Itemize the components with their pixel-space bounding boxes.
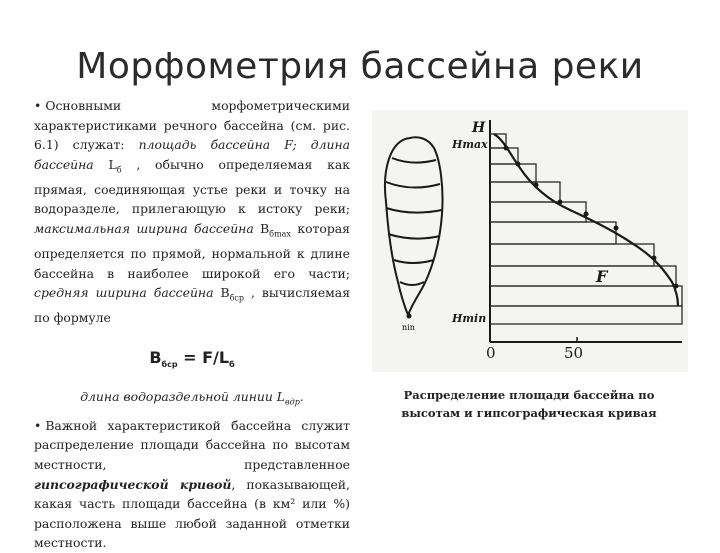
figure-caption: [384, 386, 674, 422]
formula-note: [34, 387, 350, 412]
text-run: , обычно определяемая как прямая, соединяющая устье реки и точку на водоразделе, прилегающую к истоку реки;: [34, 156, 350, 217]
basin-outlet-dot: [407, 314, 412, 319]
formula-sub: бср: [161, 360, 178, 370]
symbol-sub: бср: [229, 293, 244, 303]
text-run: , вычисляемая по формуле: [34, 285, 351, 326]
text-run: Важной характеристикой бассейна служит распределение площади бассейна по высотам местности, представленное: [34, 417, 350, 472]
text-run: которая определяется по прямой, нормальной к длине бассейна в наиболее широкой его части;: [34, 221, 351, 281]
symbol-b: B: [220, 285, 230, 301]
symbol-sub: бmax: [269, 229, 291, 239]
basin-bottom-label: nin: [402, 323, 415, 332]
formula-rhs: = F/L: [177, 347, 230, 367]
formula-sub: б: [229, 360, 235, 370]
caption-line-2: высотам и гипсографическая кривая: [401, 406, 657, 420]
paragraph-hypsography: [34, 416, 350, 553]
bullet: •: [34, 98, 42, 113]
paragraph-morphometrics: [34, 96, 350, 328]
note-symbol: L: [276, 388, 285, 404]
label-fifty: 50: [564, 344, 584, 362]
slide-title: Морфометрия бассейна реки: [76, 46, 644, 87]
label-hmin: Hmin: [452, 312, 487, 325]
text-run-italic: максимальная ширина бассейна: [34, 221, 261, 237]
text-run-italic: средняя ширина бассейна: [34, 285, 221, 301]
figure-background: [372, 110, 688, 372]
text-column: [34, 96, 350, 553]
note-sub: вдр: [284, 397, 300, 407]
formula-b: B: [149, 347, 162, 367]
bullet: •: [34, 417, 42, 433]
text-run: Основными морфометрическими характеристиками речного бассейна (см. рис. 6.1) служат:: [34, 98, 350, 153]
symbol-b: B: [260, 221, 270, 237]
label-f: F: [596, 267, 608, 286]
label-h: H: [472, 120, 486, 136]
basin-figure: [372, 110, 688, 372]
symbol-l: L: [108, 156, 117, 172]
caption-line-1: Распределение площади бассейна по: [403, 388, 655, 402]
note-text: длина водораздельной линии: [80, 388, 277, 404]
label-hmax: Hmax: [452, 138, 488, 151]
label-zero: 0: [486, 344, 496, 362]
text-run-bold-italic: гипсографической кривой: [34, 476, 232, 492]
symbol-sub: б: [116, 165, 122, 175]
note-dot: .: [299, 388, 304, 404]
text-run: , показывающей, какая часть площади бассейна (в км² или %) расположена выше любой заданной отметки местности.: [34, 476, 350, 551]
formula: [34, 348, 350, 375]
text-run-italic: площадь бассейна F; длина бассейна: [34, 137, 350, 172]
